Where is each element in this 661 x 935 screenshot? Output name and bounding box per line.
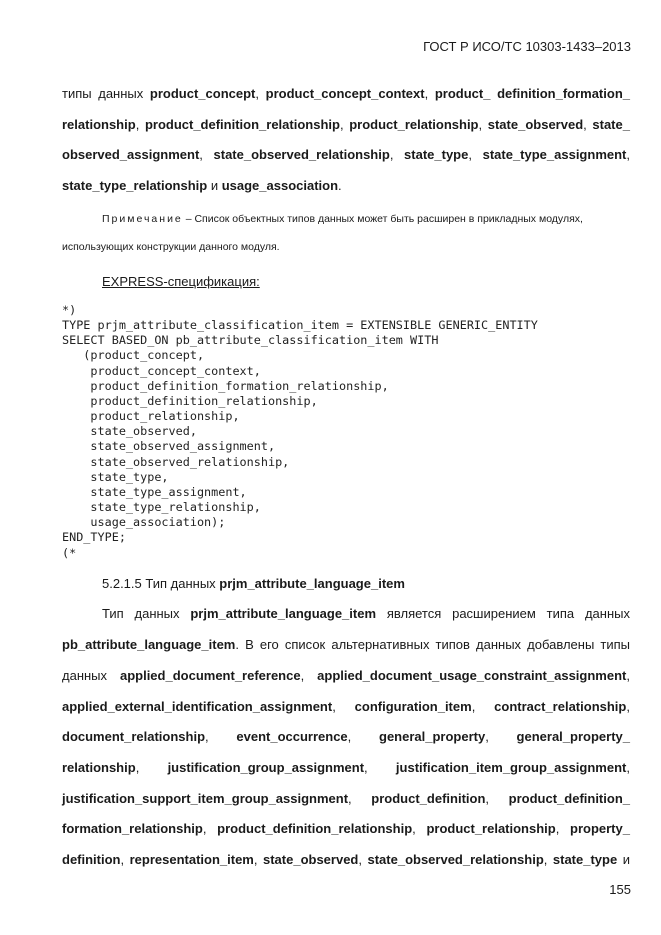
type-name: justification_support_item_group_assignment xyxy=(62,791,349,806)
type-name: product_definition_relationship xyxy=(217,821,413,836)
text-run: , xyxy=(348,791,372,806)
text-line xyxy=(62,852,630,868)
type-name: product_definition_ xyxy=(508,791,630,806)
code-line: *) xyxy=(62,303,77,317)
text-run: , xyxy=(485,791,509,806)
text-run: . В его список альтернативных типов данных добавлены типы xyxy=(235,637,630,652)
type-name: product_relationship xyxy=(349,117,479,132)
section-heading xyxy=(102,576,405,591)
text-run: , xyxy=(412,821,427,836)
type-name: property_ xyxy=(570,821,630,836)
text-run: , xyxy=(199,147,214,162)
type-name: state_observed xyxy=(487,117,584,132)
type-name: product_definition xyxy=(371,791,486,806)
text-run: , xyxy=(543,852,553,867)
text-line xyxy=(102,606,630,622)
text-run: , xyxy=(135,760,168,775)
text-line xyxy=(62,791,630,807)
express-code-block xyxy=(62,303,538,561)
code-line: state_type_assignment, xyxy=(62,484,247,499)
text-run: , xyxy=(205,729,237,744)
section-type-name: prjm_attribute_language_item xyxy=(219,576,405,591)
type-name: product_concept_context xyxy=(265,86,425,101)
note-line-2: использующих конструкции данного модуля. xyxy=(62,241,280,253)
type-name: product_relationship xyxy=(426,821,556,836)
type-name: formation_relationship xyxy=(62,821,203,836)
type-name: relationship xyxy=(62,760,136,775)
page-number: 155 xyxy=(609,882,631,897)
type-name: state_observed xyxy=(262,852,359,867)
code-line: product_definition_relationship, xyxy=(62,393,318,408)
text-run: , xyxy=(478,117,488,132)
text-run: , xyxy=(364,760,396,775)
text-run: , xyxy=(389,147,405,162)
type-name: general_property xyxy=(379,729,486,744)
section-number: 5.2.1.5 Тип данных xyxy=(102,576,220,591)
code-line: SELECT BASED_ON pb_attribute_classification_item WITH xyxy=(62,333,439,348)
text-run: , xyxy=(202,821,218,836)
text-run: , xyxy=(485,729,517,744)
document-header: ГОСТ Р ИСО/ТС 10303-1433–2013 xyxy=(423,39,631,54)
type-name: configuration_item xyxy=(354,699,472,714)
code-line: (product_concept, xyxy=(62,348,205,363)
express-spec-heading: EXPRESS-спецификация: xyxy=(102,274,260,289)
type-name: usage_association xyxy=(221,178,339,193)
code-line: product_definition_formation_relationship, xyxy=(62,378,389,393)
text-line xyxy=(62,117,630,133)
type-name: representation_item xyxy=(129,852,254,867)
type-name: applied_document_reference xyxy=(119,668,301,683)
type-name: event_occurrence xyxy=(236,729,348,744)
type-name: state_type xyxy=(404,147,469,162)
type-name: state_type_relationship xyxy=(62,178,208,193)
text-run: , xyxy=(135,117,145,132)
text-run: , xyxy=(626,699,630,714)
text-line xyxy=(62,86,630,102)
code-line: state_type, xyxy=(62,469,169,484)
code-line: product_concept_context, xyxy=(62,363,261,378)
type-name: state_observed_relationship xyxy=(367,852,544,867)
text-run: , xyxy=(120,852,130,867)
text-run: типы данных xyxy=(62,86,150,101)
text-run: , xyxy=(347,729,379,744)
type-name: product_concept xyxy=(149,86,256,101)
type-name: contract_relationship xyxy=(494,699,627,714)
type-name: relationship xyxy=(62,117,136,132)
code-line: TYPE prjm_attribute_classification_item = EXTENSIBLE GENERIC_ENTITY xyxy=(62,318,538,333)
type-name: state_ xyxy=(592,117,630,132)
text-run: Тип данных xyxy=(102,606,191,621)
text-run: , xyxy=(626,760,630,775)
code-line: product_relationship, xyxy=(62,409,240,424)
text-run: , xyxy=(300,668,318,683)
text-line xyxy=(62,699,630,715)
text-run: , xyxy=(255,86,266,101)
text-run: . xyxy=(338,178,342,193)
type-name: pb_attribute_language_item xyxy=(62,637,236,652)
note-line-1 xyxy=(62,212,630,226)
type-name: product_ definition_formation_ xyxy=(434,86,630,101)
code-line: END_TYPE; xyxy=(62,530,126,545)
text-run: , xyxy=(468,147,483,162)
text-line xyxy=(62,760,630,776)
text-line xyxy=(62,147,630,163)
text-run: является расширением типа данных xyxy=(376,606,630,621)
text-run: , xyxy=(253,852,263,867)
text-run: , xyxy=(332,699,355,714)
type-name: state_type_assignment xyxy=(482,147,627,162)
type-name: definition xyxy=(62,852,121,867)
code-line: state_type_relationship, xyxy=(62,500,261,515)
type-name: justification_item_group_assignment xyxy=(395,760,627,775)
note-text-1: – Список объектных типов данных может быть расширен в прикладных модулях, xyxy=(182,213,583,225)
text-run: , xyxy=(626,668,630,683)
type-name: applied_external_identification_assignment xyxy=(62,699,333,714)
type-name: state_observed_relationship xyxy=(213,147,390,162)
text-run: , xyxy=(555,821,571,836)
type-name: state_type xyxy=(552,852,618,867)
text-run: , xyxy=(424,86,435,101)
type-name: product_definition_relationship xyxy=(144,117,340,132)
text-run: и xyxy=(617,852,630,867)
code-line: state_observed, xyxy=(62,424,197,439)
note-label: Примечание xyxy=(102,213,183,225)
text-line xyxy=(62,637,630,653)
code-line: state_observed_assignment, xyxy=(62,439,276,454)
text-run: , xyxy=(583,117,593,132)
text-run: , xyxy=(471,699,495,714)
text-line xyxy=(62,178,630,194)
text-run: данных xyxy=(62,668,120,683)
text-run: , xyxy=(358,852,368,867)
type-name: general_property_ xyxy=(516,729,630,744)
text-run: и xyxy=(207,178,222,193)
type-name: observed_assignment xyxy=(62,147,200,162)
text-run: , xyxy=(339,117,350,132)
text-line xyxy=(62,729,630,745)
text-run: , xyxy=(626,147,630,162)
text-line xyxy=(62,821,630,837)
type-name: prjm_attribute_language_item xyxy=(190,606,377,621)
code-line: usage_association); xyxy=(62,515,226,530)
code-line: state_observed_relationship, xyxy=(62,454,290,469)
type-name: document_relationship xyxy=(62,729,206,744)
type-name: applied_document_usage_constraint_assignment xyxy=(317,668,627,683)
code-line: (* xyxy=(62,545,77,560)
text-line xyxy=(62,668,630,684)
type-name: justification_group_assignment xyxy=(167,760,365,775)
